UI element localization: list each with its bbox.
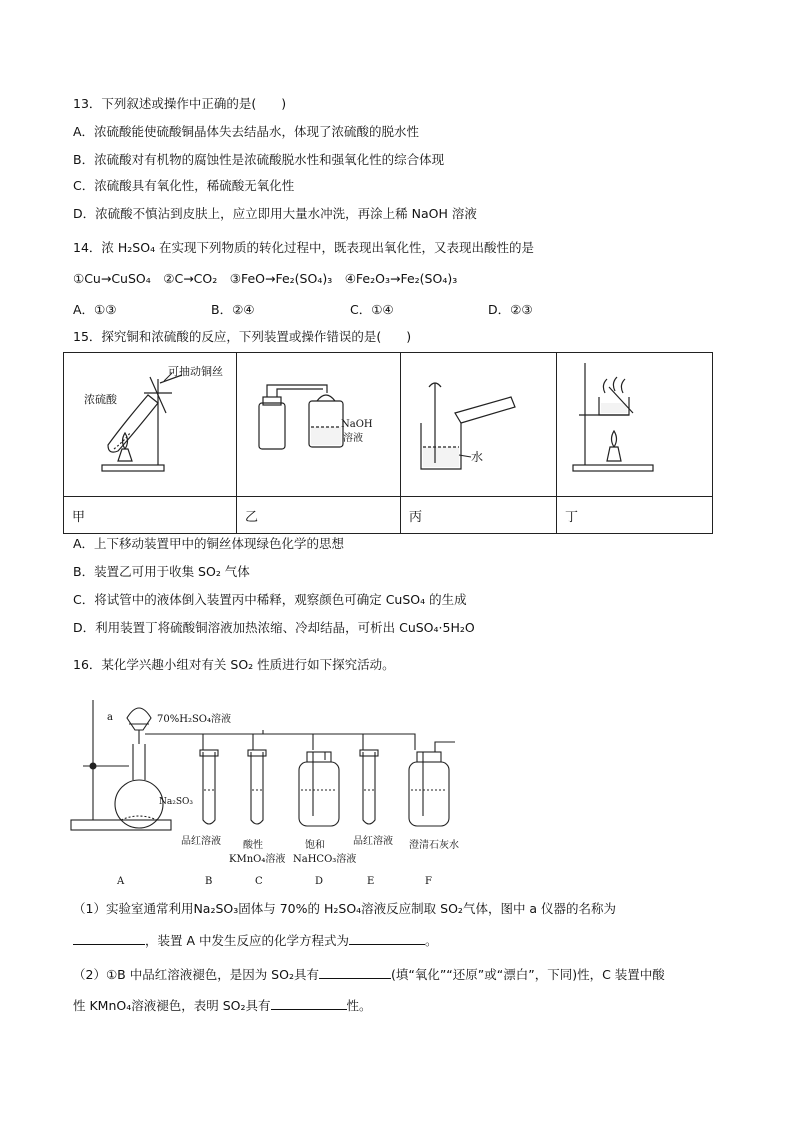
fig-letter-d: D <box>315 876 324 887</box>
q16-part3-text-a: 性 KMnO₄溶液褪色，表明 SO₂具有 <box>73 998 271 1013</box>
fig-label-c-solution-1: 酸性 <box>243 840 263 851</box>
fig-letter-b: B <box>205 876 213 887</box>
q14-option-c: C．①④ <box>350 302 394 317</box>
q15-option-c: C．将试管中的液体倒入装置丙中稀释，观察颜色可确定 CuSO₄ 的生成 <box>73 592 467 607</box>
q16-part2-line2 <box>73 997 372 1014</box>
fig-letter-c: C <box>255 876 263 887</box>
jia-wire-label: 可抽动铜丝 <box>168 365 223 378</box>
cell-ding: 丁 <box>557 497 713 534</box>
fig-label-c-solution-2: KMnO₄溶液 <box>229 854 286 865</box>
apparatus-ding-figure <box>557 353 711 493</box>
q14-option-a: A．①③ <box>73 302 117 317</box>
q13-stem: 13．下列叙述或操作中正确的是( ) <box>73 96 287 111</box>
fig-letter-e: E <box>367 876 375 887</box>
q16-part2-text-a: （2）①B 中品红溶液褪色，是因为 SO₂具有 <box>73 967 319 982</box>
q15-stem: 15．探究铜和浓硫酸的反应，下列装置或操作错误的是( ) <box>73 329 412 344</box>
apparatus-ding <box>557 353 713 497</box>
cell-yi: 乙 <box>237 497 401 534</box>
q14-stem: 14．浓 H₂SO₄ 在实现下列物质的转化过程中，既表现出氧化性，又表现出酸性的是 <box>73 240 535 255</box>
q16-part2-line1 <box>73 966 665 983</box>
fig-label-d-solution-2: NaHCO₃溶液 <box>293 854 357 865</box>
fig-label-f-solution: 澄清石灰水 <box>409 840 459 851</box>
q13-option-c: C．浓硫酸具有氧化性，稀硫酸无氧化性 <box>73 178 295 193</box>
fig-letter-f: F <box>425 876 432 887</box>
apparatus-table <box>63 352 713 534</box>
q14-items: ①Cu→CuSO₄ ②C→CO₂ ③FeO→Fe₂(SO₄)₃ ④Fe₂O₃→Fe₂(SO₄)₃ <box>73 271 458 286</box>
answer-blank-4[interactable] <box>271 997 347 1010</box>
q13-option-b: B．浓硫酸对有机物的腐蚀性是浓硫酸脱水性和强氧化性的综合体现 <box>73 152 445 167</box>
q16-part2-text-b: (填“氧化”“还原”或“漂白”，下同)性，C 装置中酸 <box>390 967 665 982</box>
apparatus-bing <box>401 353 557 497</box>
q13-option-d: D．浓硫酸不慎沾到皮肤上，应立即用大量水冲洗，再涂上稀 NaOH 溶液 <box>73 206 477 221</box>
fig-label-a: a <box>107 712 113 723</box>
fig-label-e-solution: 品红溶液 <box>353 836 393 847</box>
fig-label-d-solution-1: 饱和 <box>305 840 325 851</box>
fig-label-na2so3: Na₂SO₃ <box>159 797 194 807</box>
q16-part1-line2 <box>73 932 438 949</box>
yi-naoh-label: NaOH <box>341 419 373 430</box>
answer-blank-1[interactable] <box>73 932 145 945</box>
apparatus-yi <box>237 353 401 497</box>
q14-option-d: D．②③ <box>488 302 533 317</box>
cell-jia: 甲 <box>64 497 237 534</box>
q13-option-a: A．浓硫酸能使硫酸铜晶体失去结晶水，体现了浓硫酸的脱水性 <box>73 124 420 139</box>
apparatus-yi-figure <box>237 353 400 493</box>
q14-option-b: B．②④ <box>211 302 255 317</box>
fig-label-acid: 70%H₂SO₄溶液 <box>157 714 232 725</box>
q16-part1-line1: （1）实验室通常利用Na₂SO₃固体与 70%的 H₂SO₄溶液反应制取 SO₂气体，图中 a 仪器的名称为 <box>73 901 617 916</box>
answer-blank-3[interactable] <box>319 966 391 979</box>
answer-blank-2[interactable] <box>349 932 425 945</box>
q16-part1-text-c: 。 <box>425 933 438 948</box>
cell-bing: 丙 <box>401 497 557 534</box>
q16-apparatus-figure <box>63 690 483 890</box>
bing-water-label: 水 <box>471 450 484 464</box>
fig-letter-a: A <box>117 876 125 887</box>
fig-label-b-solution: 品红溶液 <box>181 836 221 847</box>
q16-stem: 16．某化学兴趣小组对有关 SO₂ 性质进行如下探究活动。 <box>73 657 395 672</box>
q15-option-b: B．装置乙可用于收集 SO₂ 气体 <box>73 564 250 579</box>
apparatus-bing-figure <box>401 353 556 493</box>
q16-part3-text-b: 性。 <box>346 998 372 1013</box>
apparatus-jia <box>64 353 237 497</box>
apparatus-jia-figure <box>64 353 236 493</box>
q14-options <box>73 302 533 318</box>
yi-solution-label: 溶液 <box>343 433 363 444</box>
jia-acid-label: 浓硫酸 <box>84 393 117 406</box>
q15-option-d: D．利用装置丁将硫酸铜溶液加热浓缩、冷却结晶，可析出 CuSO₄·5H₂O <box>73 620 475 635</box>
q15-option-a: A．上下移动装置甲中的铜丝体现绿色化学的思想 <box>73 536 345 551</box>
q16-part1-text-b: ，装置 A 中发生反应的化学方程式为 <box>145 933 349 948</box>
